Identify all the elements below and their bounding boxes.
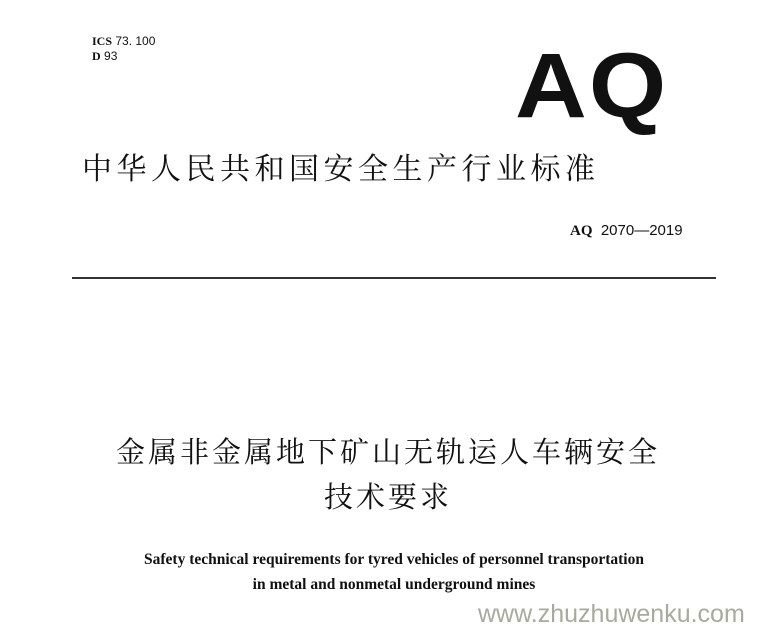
- ccs-label: D: [92, 49, 101, 63]
- classification-codes: [92, 34, 155, 64]
- divider: [72, 277, 716, 279]
- ics-label: ICS: [92, 34, 113, 48]
- title-cn-line1: 金属非金属地下矿山无轨运人车辆安全: [115, 435, 660, 469]
- ccs-value: 93: [104, 49, 118, 63]
- aq-logo: AQ: [515, 35, 669, 137]
- title-en-line1: Safety technical requirements for tyred vehicles of personnel transportation: [144, 551, 644, 568]
- standard-type: 中华人民共和国安全生产行业标准: [82, 152, 600, 187]
- watermark: www.zhuzhuwenku.com: [478, 600, 745, 628]
- ics-value: 73. 100: [115, 34, 156, 48]
- title-en-line2: in metal and nonmetal underground mines: [252, 576, 536, 593]
- title-cn-line2: 技术要求: [323, 480, 452, 514]
- standard-code: [570, 222, 683, 240]
- code-number: 2070—2019: [600, 222, 683, 239]
- code-prefix: AQ: [570, 223, 593, 239]
